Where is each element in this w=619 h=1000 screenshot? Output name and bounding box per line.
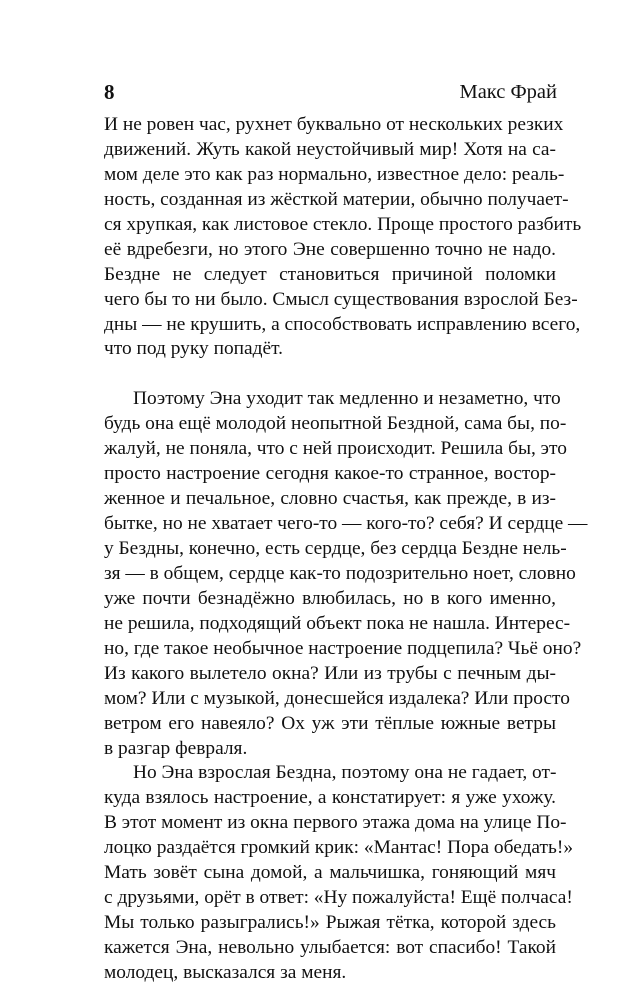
text-line: Поэтому Эна уходит так медленно и незаметно, что (133, 388, 561, 409)
running-header-author: Макс Фрай (459, 81, 557, 103)
text-line: у Бездны, конечно, есть сердце, без сердца Бездне нель- (104, 538, 567, 559)
text-line: Но Эна взрослая Бездна, поэтому она не гадает, от- (133, 762, 557, 783)
text-line: дны — не крушить, а способствовать исправлению всего, (104, 314, 581, 335)
text-line: жалуй, не поняла, что с ней происходит. Решила бы, это (104, 438, 567, 459)
text-line: Мать зовёт сына домой, а мальчишка, гоняющий мяч (104, 862, 556, 883)
text-line: в разгар февраля. (104, 738, 248, 759)
text-line: лоцко раздаётся громкий крик: «Мантас! Пора обедать!» (104, 837, 574, 858)
text-line: Бездне не следует становиться причиной поломки (104, 264, 556, 285)
text-line: не решила, подходящий объект пока не нашла. Интерес- (104, 613, 571, 634)
text-line: И не ровен час, рухнет буквально от нескольких резких (104, 114, 564, 135)
text-line: Мы только разыгрались!» Рыжая тётка, которой здесь (104, 912, 556, 933)
text-line: что под руку попадёт. (104, 338, 283, 359)
text-line: мом? Или с музыкой, донесшейся издалека? Или просто (104, 688, 570, 709)
text-line: ность, созданная из жёсткой материи, обычно получает- (104, 189, 569, 210)
text-line: с друзьями, орёт в ответ: «Ну пожалуйста! Ещё полчаса! (104, 887, 573, 908)
text-line: женное и печальное, словно счастья, как прежде, в из- (104, 488, 556, 509)
text-line: мом деле это как раз нормально, известное дело: реаль- (104, 164, 565, 185)
text-line: бытке, но не хватает чего-то — кого-то? себя? И сердце — (104, 513, 588, 534)
text-line: её вдребезги, но этого Эне совершенно точно не надо. (104, 239, 556, 260)
text-line: будь она ещё молодой неопытной Бездной, сама бы, по- (104, 413, 567, 434)
text-line: Из какого вылетело окна? Или из трубы с печным ды- (104, 663, 556, 684)
text-line: кажется Эна, невольно улыбается: вот спасибо! Такой (104, 937, 556, 958)
page-number: 8 (104, 80, 115, 104)
text-line: но, где такое необычное настроение подцепила? Чьё оно? (104, 638, 582, 659)
text-line: чего бы то ни было. Смысл существования взрослой Без- (104, 289, 578, 310)
text-line: ветром его навеяло? Ох уж эти тёплые южные ветры (104, 713, 556, 734)
text-line: молодец, высказался за меня. (104, 962, 347, 983)
text-line: В этот момент из окна первого этажа дома на улице По- (104, 812, 567, 833)
text-line: уже почти безнадёжно влюбилась, но в кого именно, (104, 588, 556, 609)
text-line: движений. Жуть какой неустойчивый мир! Хотя на са- (104, 139, 556, 160)
text-line: куда взялось настроение, а констатирует: я уже ухожу. (104, 787, 556, 808)
text-line: просто настроение сегодня какое-то странное, востор- (104, 463, 556, 484)
text-line: ся хрупкая, как листовое стекло. Проще простого разбить (104, 214, 582, 235)
text-line: зя — в общем, сердце как-то подозрительно ноет, словно (104, 563, 576, 584)
